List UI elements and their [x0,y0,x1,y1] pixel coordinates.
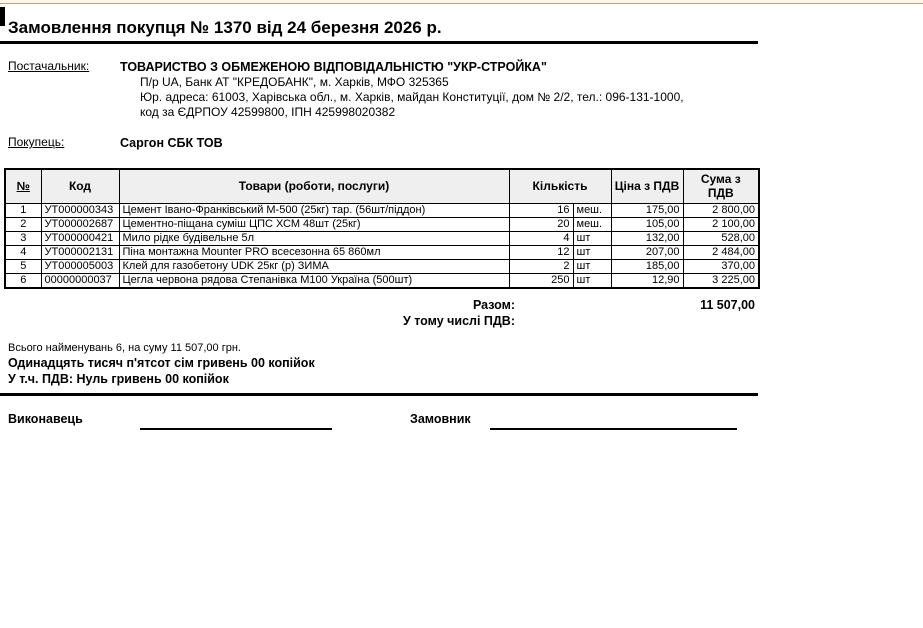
supplier-details [140,75,684,120]
cell-goods: Клей для газобетону UDK 25кг (р) ЗИМА [119,259,509,273]
header-sum: Сума з ПДВ [683,169,759,203]
items-table [4,168,760,289]
total-label: Разом: [472,297,515,312]
cell-num: 6 [5,273,41,288]
cell-qty: 2 [509,259,573,273]
cell-price: 132,00 [611,231,683,245]
cell-code: УТ000002131 [41,245,119,259]
supplier-codes-line: код за ЄДРПОУ 42599800, ІПН 425998020382 [140,105,396,119]
cell-num: 5 [5,259,41,273]
cell-goods: Мило рідке будівельне 5л [119,231,509,245]
supplier-content [120,59,684,120]
supplier-name: ТОВАРИСТВО З ОБМЕЖЕНОЮ ВІДПОВІДАЛЬНІСТЮ "УКР-СТРОЙКА" [120,60,547,74]
cell-code: УТ000005003 [41,259,119,273]
cell-price: 12,90 [611,273,683,288]
supplier-bank-line: П/р UA, Банк АТ "КРЕДОБАНК", м. Харків, МФО 325365 [140,75,449,89]
cell-price: 207,00 [611,245,683,259]
total-value: 11 507,00 [700,297,755,312]
cell-sum: 370,00 [683,259,759,273]
executor-label: Виконавець [8,411,83,426]
cell-goods: Піна монтажна Mounter PRO всесезонна 65 860мл [119,245,509,259]
cell-num: 4 [5,245,41,259]
cell-price: 185,00 [611,259,683,273]
table-row [5,273,759,288]
buyer-name: Саргон СБК ТОВ [120,136,223,150]
totals-section [0,297,758,329]
cell-unit: шт [573,231,611,245]
cell-unit: шт [573,259,611,273]
vat-label: У тому числі ПДВ: [402,313,515,328]
total-row [0,297,758,313]
cell-qty: 20 [509,217,573,231]
cell-qty: 250 [509,273,573,288]
cell-goods: Цементно-піщана суміш ЦПС ХСМ 48шт (25кг) [119,217,509,231]
header-num: № [5,169,41,203]
table-row [5,231,759,245]
table-row [5,203,759,217]
items-count-line: Всього найменувань 6, на суму 11 507,00 грн. [8,341,241,354]
cell-code: УТ000002687 [41,217,119,231]
cell-price: 105,00 [611,217,683,231]
vat-row [0,313,758,329]
table-row [5,245,759,259]
header-qty: Кількість [509,169,611,203]
buyer-section [0,135,923,151]
vat-in-words: У т.ч. ПДВ: Нуль гривень 00 копійок [8,371,229,386]
cell-sum: 2 800,00 [683,203,759,217]
cell-code: 00000000037 [41,273,119,288]
cell-qty: 12 [509,245,573,259]
cell-sum: 2 100,00 [683,217,759,231]
cell-sum: 528,00 [683,231,759,245]
header-price: Ціна з ПДВ [611,169,683,203]
signatures-section [0,412,758,430]
text-cursor-artifact [0,7,5,26]
supplier-label: Постачальник: [8,59,90,73]
signature-gap [332,412,410,430]
cell-sum: 2 484,00 [683,245,759,259]
amount-in-words: Одинадцять тисяч п'ятсот сім гривень 00 копійок [8,355,315,370]
footer-separator-line [0,393,758,396]
cell-qty: 4 [509,231,573,245]
supplier-address-line: Юр. адреса: 61003, Харівська обл., м. Харків, майдан Конституції, дом № 2/2, тел.: 096-131-1000, [140,90,684,104]
cell-code: УТ000000343 [41,203,119,217]
customer-signature-line [490,412,737,430]
buyer-label: Покупець: [8,135,65,149]
table-row [5,217,759,231]
header-goods: Товари (роботи, послуги) [119,169,509,203]
header-code: Код [41,169,119,203]
cell-goods: Цемент Івано-Франківський М-500 (25кг) тар. (56шт/піддон) [119,203,509,217]
cell-num: 2 [5,217,41,231]
cell-num: 1 [5,203,41,217]
cell-unit: меш. [573,217,611,231]
vat-value [515,313,758,329]
cell-price: 175,00 [611,203,683,217]
buyer-content [120,135,223,151]
supplier-section [0,59,923,120]
cell-qty: 16 [509,203,573,217]
cell-unit: меш. [573,203,611,217]
cell-sum: 3 225,00 [683,273,759,288]
executor-signature-line [140,412,332,430]
cell-unit: шт [573,273,611,288]
summary-section [0,342,923,387]
cell-unit: шт [573,245,611,259]
table-header-row [5,169,759,203]
cell-goods: Цегла червона рядова Степанівка М100 Україна (500шт) [119,273,509,288]
cell-code: УТ000000421 [41,231,119,245]
cell-num: 3 [5,231,41,245]
page-title: Замовлення покупця № 1370 від 24 березня 2026 р. [0,4,758,44]
table-row [5,259,759,273]
customer-label: Замовник [410,411,471,426]
